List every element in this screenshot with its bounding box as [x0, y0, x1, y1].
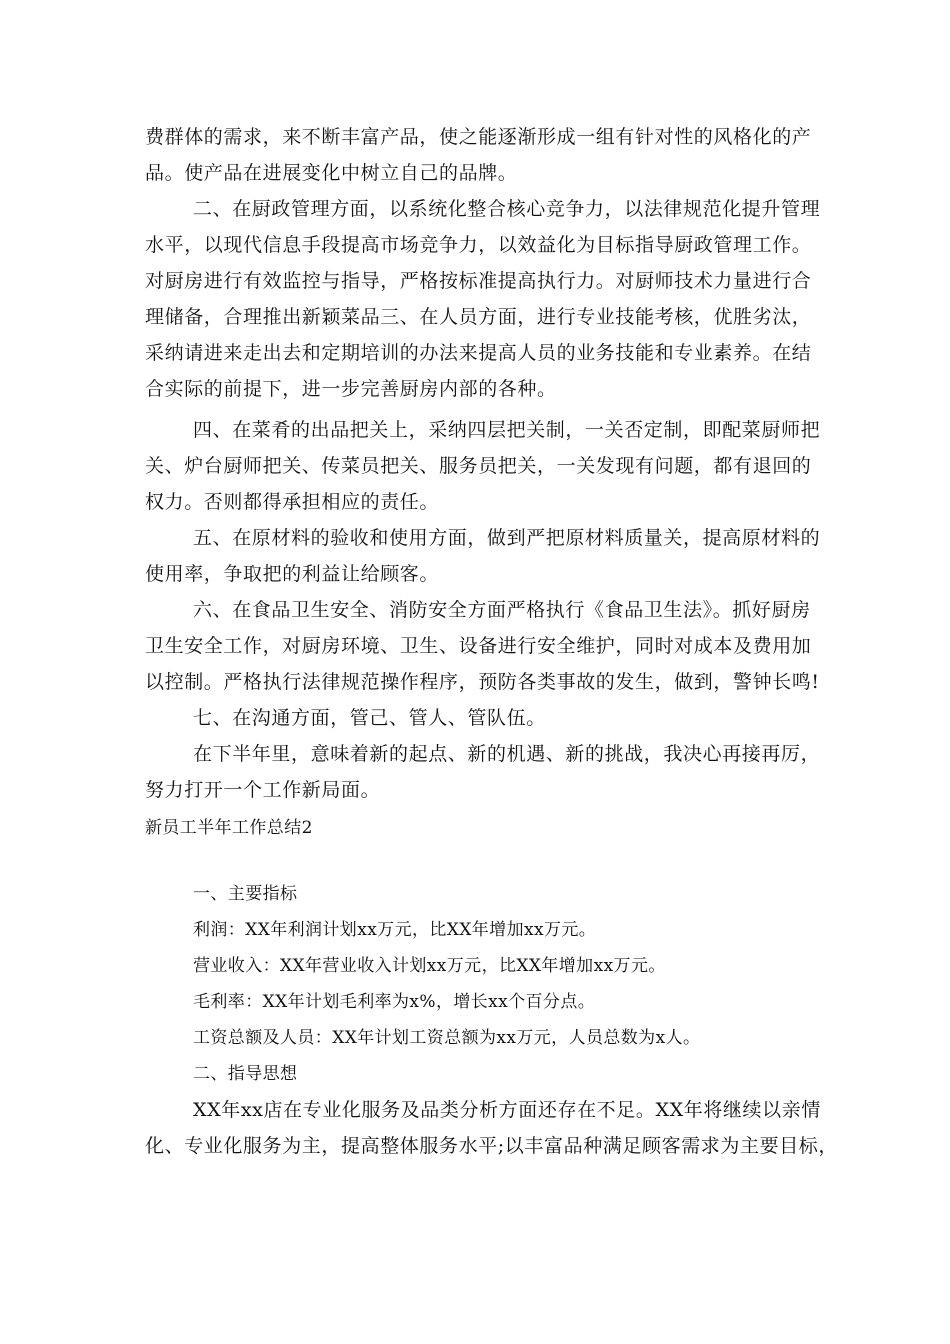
body-text-line: 权力。否则都得承担相应的责任。 — [145, 491, 440, 513]
body-text-line: 水平，以现代信息手段提高市场竞争力，以效益化为目标指导厨政管理工作。 — [145, 234, 812, 256]
body-text-line: 使用率，争取把的利益让给顾客。 — [145, 563, 440, 585]
body-text-line: 费群体的需求，来不断丰富产品，使之能逐渐形成一组有针对性的风格化的产 — [145, 126, 812, 148]
body-text-line: 对厨房进行有效监控与指导，严格按标准提高执行力。对厨师技术力量进行合 — [145, 270, 812, 292]
heading-main-indicators: 一、主要指标 — [193, 884, 298, 904]
paragraph-closing-start: 在下半年里，意味着新的起点、新的机遇、新的挑战，我决心再接再厉， — [193, 743, 821, 765]
body-text-line: 理储备，合理推出新颖菜品三、在人员方面，进行专业技能考核，优胜劣汰， — [145, 306, 812, 328]
body-text-line: 关、炉台厨师把关、传菜员把关、服务员把关，一关发现有问题，都有退回的 — [145, 455, 812, 477]
guiding-ideas-start: XX年xx店在专业化服务及品类分析方面还存在不足。XX年将继续以亲情 — [193, 1099, 821, 1121]
body-text-line: 品。使产品在进展变化中树立自己的品牌。 — [145, 162, 518, 184]
body-text-line: 以控制。严格执行法律规范操作程序，预防各类事故的发生，做到，警钟长鸣! — [145, 671, 820, 693]
paragraph-2-start: 二、在厨政管理方面，以系统化整合核心竞争力，以法律规范化提升管理 — [193, 198, 821, 220]
paragraph-5-start: 五、在原材料的验收和使用方面，做到严把原材料质量关，提高原材料的 — [193, 527, 821, 549]
body-text-line: 合实际的前提下，进一步完善厨房内部的各种。 — [145, 378, 557, 400]
indicator-profit: 利润：XX年利润计划xx万元，比XX年增加xx万元。 — [193, 920, 597, 940]
body-text-line: 努力打开一个工作新局面。 — [145, 779, 381, 801]
paragraph-4-start: 四、在菜肴的出品把关上，采纳四层把关制，一关否定制，即配菜厨师把 — [193, 419, 821, 441]
heading-guiding-ideas: 二、指导思想 — [193, 1064, 298, 1084]
body-text-line: 化、专业化服务为主，提高整体服务水平;以丰富品种满足顾客需求为主要目标， — [145, 1135, 839, 1157]
paragraph-6-start: 六、在食品卫生安全、消防安全方面严格执行《食品卫生法》。抓好厨房 — [193, 599, 811, 621]
body-text-line: 采纳请进来走出去和定期培训的办法来提高人员的业务技能和专业素养。在结 — [145, 342, 812, 364]
paragraph-7-start: 七、在沟通方面，管己、管人、管队伍。 — [193, 707, 546, 729]
indicator-revenue: 营业收入：XX年营业收入计划xx万元，比XX年增加xx万元。 — [193, 956, 666, 976]
body-text-line: 卫生安全工作，对厨房环境、卫生、设备进行安全维护，同时对成本及费用加 — [145, 635, 812, 657]
section-title: 新员工半年工作总结2 — [145, 818, 313, 838]
indicator-payroll: 工资总额及人员：XX年计划工资总额为xx万元，人员总数为x人。 — [193, 1028, 701, 1048]
indicator-gross-margin: 毛利率：XX年计划毛利率为x%，增长xx个百分点。 — [193, 992, 596, 1012]
